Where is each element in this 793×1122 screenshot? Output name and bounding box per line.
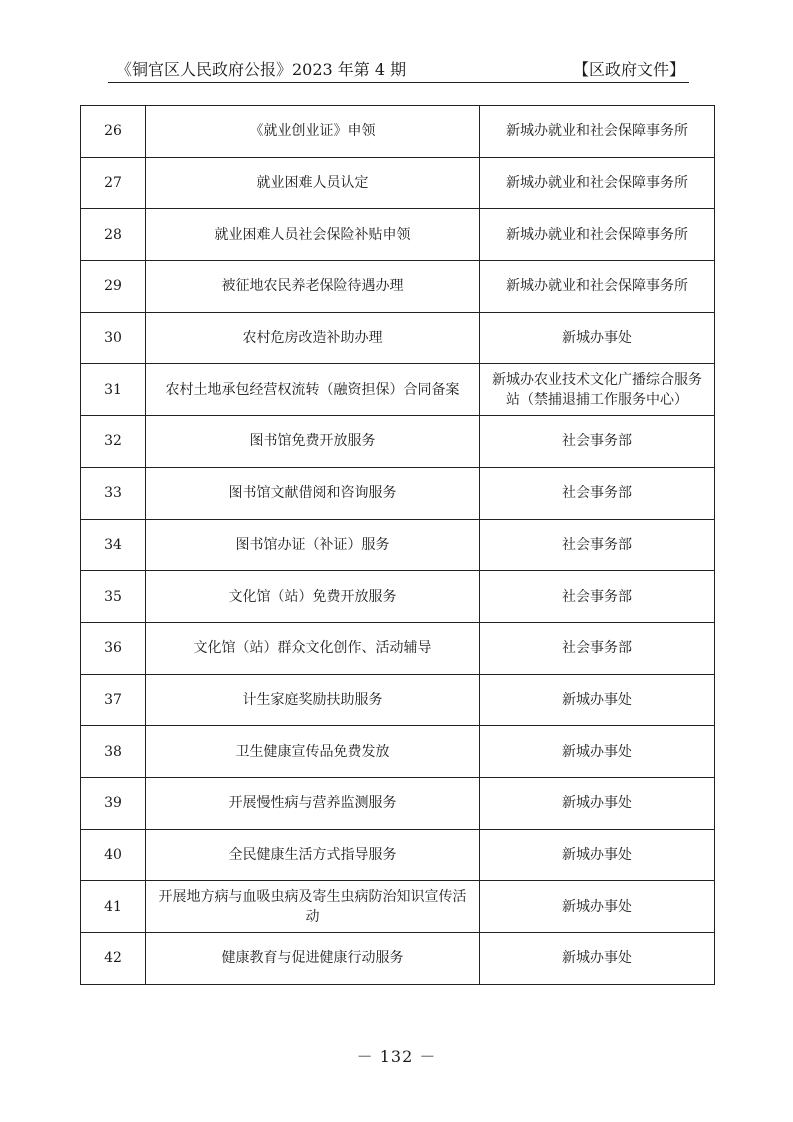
row-number-cell: 42 bbox=[81, 933, 146, 985]
department-cell: 新城办事处 bbox=[480, 933, 715, 985]
table-row bbox=[81, 571, 715, 623]
service-item-cell: 全民健康生活方式指导服务 bbox=[146, 829, 480, 881]
service-item-cell: 图书馆免费开放服务 bbox=[146, 416, 480, 468]
department-cell: 社会事务部 bbox=[480, 519, 715, 571]
section-label: 【区政府文件】 bbox=[572, 60, 685, 79]
service-table bbox=[80, 105, 715, 985]
service-item-cell: 计生家庭奖励扶助服务 bbox=[146, 674, 480, 726]
table-row bbox=[81, 519, 715, 571]
row-number-cell: 29 bbox=[81, 261, 146, 313]
row-number-cell: 30 bbox=[81, 312, 146, 364]
service-item-cell: 文化馆（站）免费开放服务 bbox=[146, 571, 480, 623]
table-row bbox=[81, 312, 715, 364]
row-number-cell: 35 bbox=[81, 571, 146, 623]
row-number-cell: 33 bbox=[81, 467, 146, 519]
table-row bbox=[81, 933, 715, 985]
service-item-cell: 卫生健康宣传品免费发放 bbox=[146, 726, 480, 778]
row-number-cell: 36 bbox=[81, 622, 146, 674]
publication-title: 《铜官区人民政府公报》2023 年第 4 期 bbox=[116, 60, 407, 79]
row-number-cell: 32 bbox=[81, 416, 146, 468]
row-number-cell: 41 bbox=[81, 881, 146, 933]
department-cell: 新城办就业和社会保障事务所 bbox=[480, 261, 715, 313]
table-row bbox=[81, 622, 715, 674]
row-number-cell: 39 bbox=[81, 777, 146, 829]
department-cell: 社会事务部 bbox=[480, 467, 715, 519]
department-cell: 社会事务部 bbox=[480, 622, 715, 674]
row-number-cell: 31 bbox=[81, 364, 146, 416]
department-cell: 新城办事处 bbox=[480, 312, 715, 364]
department-cell: 新城办就业和社会保障事务所 bbox=[480, 157, 715, 209]
table-row bbox=[81, 364, 715, 416]
table-row bbox=[81, 881, 715, 933]
service-item-cell: 农村危房改造补助办理 bbox=[146, 312, 480, 364]
department-cell: 新城办事处 bbox=[480, 881, 715, 933]
service-table-body bbox=[81, 106, 715, 985]
department-cell: 新城办就业和社会保障事务所 bbox=[480, 209, 715, 261]
service-item-cell: 就业困难人员认定 bbox=[146, 157, 480, 209]
department-cell: 新城办事处 bbox=[480, 674, 715, 726]
department-cell: 新城办农业技术文化广播综合服务站（禁捕退捕工作服务中心） bbox=[480, 364, 715, 416]
table-row bbox=[81, 829, 715, 881]
header-rule bbox=[108, 82, 689, 83]
service-item-cell: 被征地农民养老保险待遇办理 bbox=[146, 261, 480, 313]
service-item-cell: 《就业创业证》申领 bbox=[146, 106, 480, 158]
row-number-cell: 38 bbox=[81, 726, 146, 778]
table-row bbox=[81, 157, 715, 209]
table-row bbox=[81, 261, 715, 313]
row-number-cell: 37 bbox=[81, 674, 146, 726]
department-cell: 社会事务部 bbox=[480, 416, 715, 468]
table-row bbox=[81, 416, 715, 468]
table-row bbox=[81, 726, 715, 778]
service-item-cell: 图书馆办证（补证）服务 bbox=[146, 519, 480, 571]
row-number-cell: 27 bbox=[81, 157, 146, 209]
page-header bbox=[116, 54, 685, 80]
department-cell: 新城办事处 bbox=[480, 726, 715, 778]
service-item-cell: 健康教育与促进健康行动服务 bbox=[146, 933, 480, 985]
table-row bbox=[81, 777, 715, 829]
row-number-cell: 34 bbox=[81, 519, 146, 571]
row-number-cell: 26 bbox=[81, 106, 146, 158]
service-item-cell: 开展地方病与血吸虫病及寄生虫病防治知识宣传活动 bbox=[146, 881, 480, 933]
service-item-cell: 农村土地承包经营权流转（融资担保）合同备案 bbox=[146, 364, 480, 416]
service-item-cell: 图书馆文献借阅和咨询服务 bbox=[146, 467, 480, 519]
table-row bbox=[81, 674, 715, 726]
row-number-cell: 40 bbox=[81, 829, 146, 881]
table-row bbox=[81, 209, 715, 261]
page-number: － 132 － bbox=[356, 1047, 437, 1066]
table-row bbox=[81, 467, 715, 519]
department-cell: 新城办事处 bbox=[480, 829, 715, 881]
service-item-cell: 文化馆（站）群众文化创作、活动辅导 bbox=[146, 622, 480, 674]
department-cell: 社会事务部 bbox=[480, 571, 715, 623]
row-number-cell: 28 bbox=[81, 209, 146, 261]
department-cell: 新城办就业和社会保障事务所 bbox=[480, 106, 715, 158]
department-cell: 新城办事处 bbox=[480, 777, 715, 829]
service-item-cell: 就业困难人员社会保险补贴申领 bbox=[146, 209, 480, 261]
table-row bbox=[81, 106, 715, 158]
service-item-cell: 开展慢性病与营养监测服务 bbox=[146, 777, 480, 829]
